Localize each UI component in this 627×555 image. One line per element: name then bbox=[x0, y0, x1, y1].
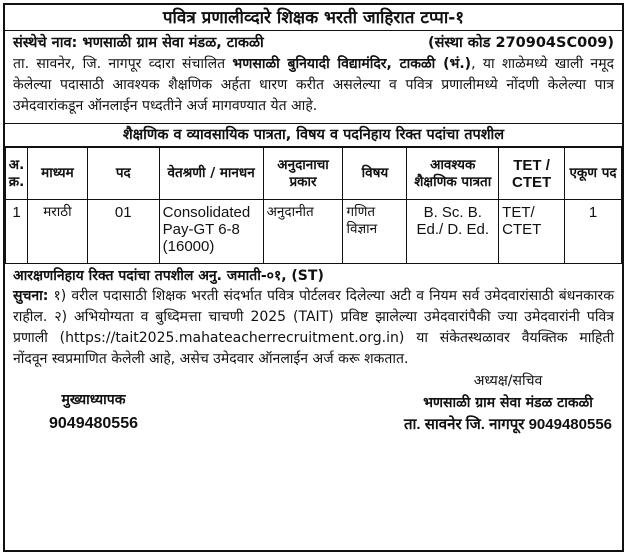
intro-paragraph bbox=[13, 54, 614, 117]
header-total: एकूण पद bbox=[565, 148, 622, 200]
cell-subject: गणित विज्ञान bbox=[343, 200, 407, 264]
signature-footer bbox=[5, 370, 622, 458]
notice-text: १) वरील पदासाठी शिक्षक भरती संदर्भात पवित्र पोर्टलवर दिलेल्या अटी व नियम सर्व उमेदवारांसाठी बंधनकारक राहील. २) अभियोग्यता व बुध्दिमत्ता चाचणी 2025 (TAIT) प्रविष्ट झालेल्या उमेदवारांपैकी ज्या उमेदवारांनी पवित्र प्रणाली (https://tait2025.mahateacherrecruitment.org.in) या संकेतस्थळावर वैयक्तिक माहिती नोंदवून स्वप्रमाणित केलेली आहे, असेच उमेदवार ऑनलाईन अर्ज करू शकतात. bbox=[13, 288, 614, 367]
institute-name: संस्थेचे नाव: भणसाळी ग्राम सेवा मंडळ, टाकळी bbox=[13, 35, 264, 51]
intro-block bbox=[5, 31, 622, 117]
institute-row bbox=[13, 33, 614, 54]
president-role: अध्यक्ष/सचिव bbox=[473, 373, 543, 389]
reservation-detail: आरक्षणनिहाय रिक्त पदांचा तपशील अनु. जमाती-०१, (ST) bbox=[13, 268, 324, 284]
advertisement bbox=[3, 3, 624, 552]
header-qualification: आवश्यक शैक्षणिक पात्रता bbox=[407, 148, 499, 200]
section-heading: शैक्षणिक व व्यावसायिक पात्रता, विषय व पदनिहाय रिक्त पदांचा तपशील bbox=[5, 123, 622, 147]
header-tet: TET / CTET bbox=[499, 148, 565, 200]
intro-text-before: ता. सावनेर, जि. नागपूर व्दारा संचालित bbox=[13, 56, 233, 72]
table-header-row bbox=[6, 148, 622, 200]
header-post: पद bbox=[87, 148, 159, 200]
institute-code: (संस्था कोड 270904SC009) bbox=[427, 35, 614, 51]
president-place-phone: ता. सावनेर जि. नागपूर 9049480556 bbox=[403, 416, 612, 433]
intro-text-after: , या शाळेमध्ये खाली नमूद केलेल्या पदासाठी आवश्यक शैक्षणिक अर्हता धारण करीत असलेल्या व पवित्र प्रणालीमध्ये नोंदणी केलेल्या पात्र उमेदवारांकडून ऑनलाईन पध्दतीने अर्ज मागवण्यात येत आहे. bbox=[13, 56, 614, 114]
cell-pay: Consolidated Pay-GT 6-8 (16000) bbox=[159, 200, 263, 264]
header-sr: अ. क्र. bbox=[6, 148, 28, 200]
president-signature bbox=[404, 370, 612, 436]
cell-sr: 1 bbox=[6, 200, 28, 264]
cell-post: 01 bbox=[87, 200, 159, 264]
cell-tet: TET/ CTET bbox=[499, 200, 565, 264]
header-grant: अनुदानाचा प्रकार bbox=[263, 148, 343, 200]
headmaster-phone: 9049480556 bbox=[49, 415, 138, 432]
vacancy-table bbox=[5, 147, 622, 264]
cell-total: 1 bbox=[565, 200, 622, 264]
notice-paragraph bbox=[5, 286, 622, 370]
cell-medium: मराठी bbox=[27, 200, 87, 264]
president-org: भणसाळी ग्राम सेवा मंडळ टाकळी bbox=[423, 395, 593, 411]
header-subject: विषय bbox=[343, 148, 407, 200]
notice-label: सुचना: bbox=[13, 288, 49, 304]
school-name: भणसाळी बुनियादी विद्यामंदिर, टाकळी (भं.) bbox=[232, 56, 472, 72]
headmaster-signature bbox=[49, 388, 138, 436]
header-pay: वेतश्रणी / मानधन bbox=[159, 148, 263, 200]
cell-qualification: B. Sc. B. Ed./ D. Ed. bbox=[407, 200, 499, 264]
header-medium: माध्यम bbox=[27, 148, 87, 200]
cell-grant: अनुदानीत bbox=[263, 200, 343, 264]
headmaster-title: मुख्याध्यापक bbox=[61, 392, 126, 408]
ad-title: पवित्र प्रणालीव्दारे शिक्षक भरती जाहिरात टप्पा-१ bbox=[5, 5, 622, 31]
table-row bbox=[6, 200, 622, 264]
